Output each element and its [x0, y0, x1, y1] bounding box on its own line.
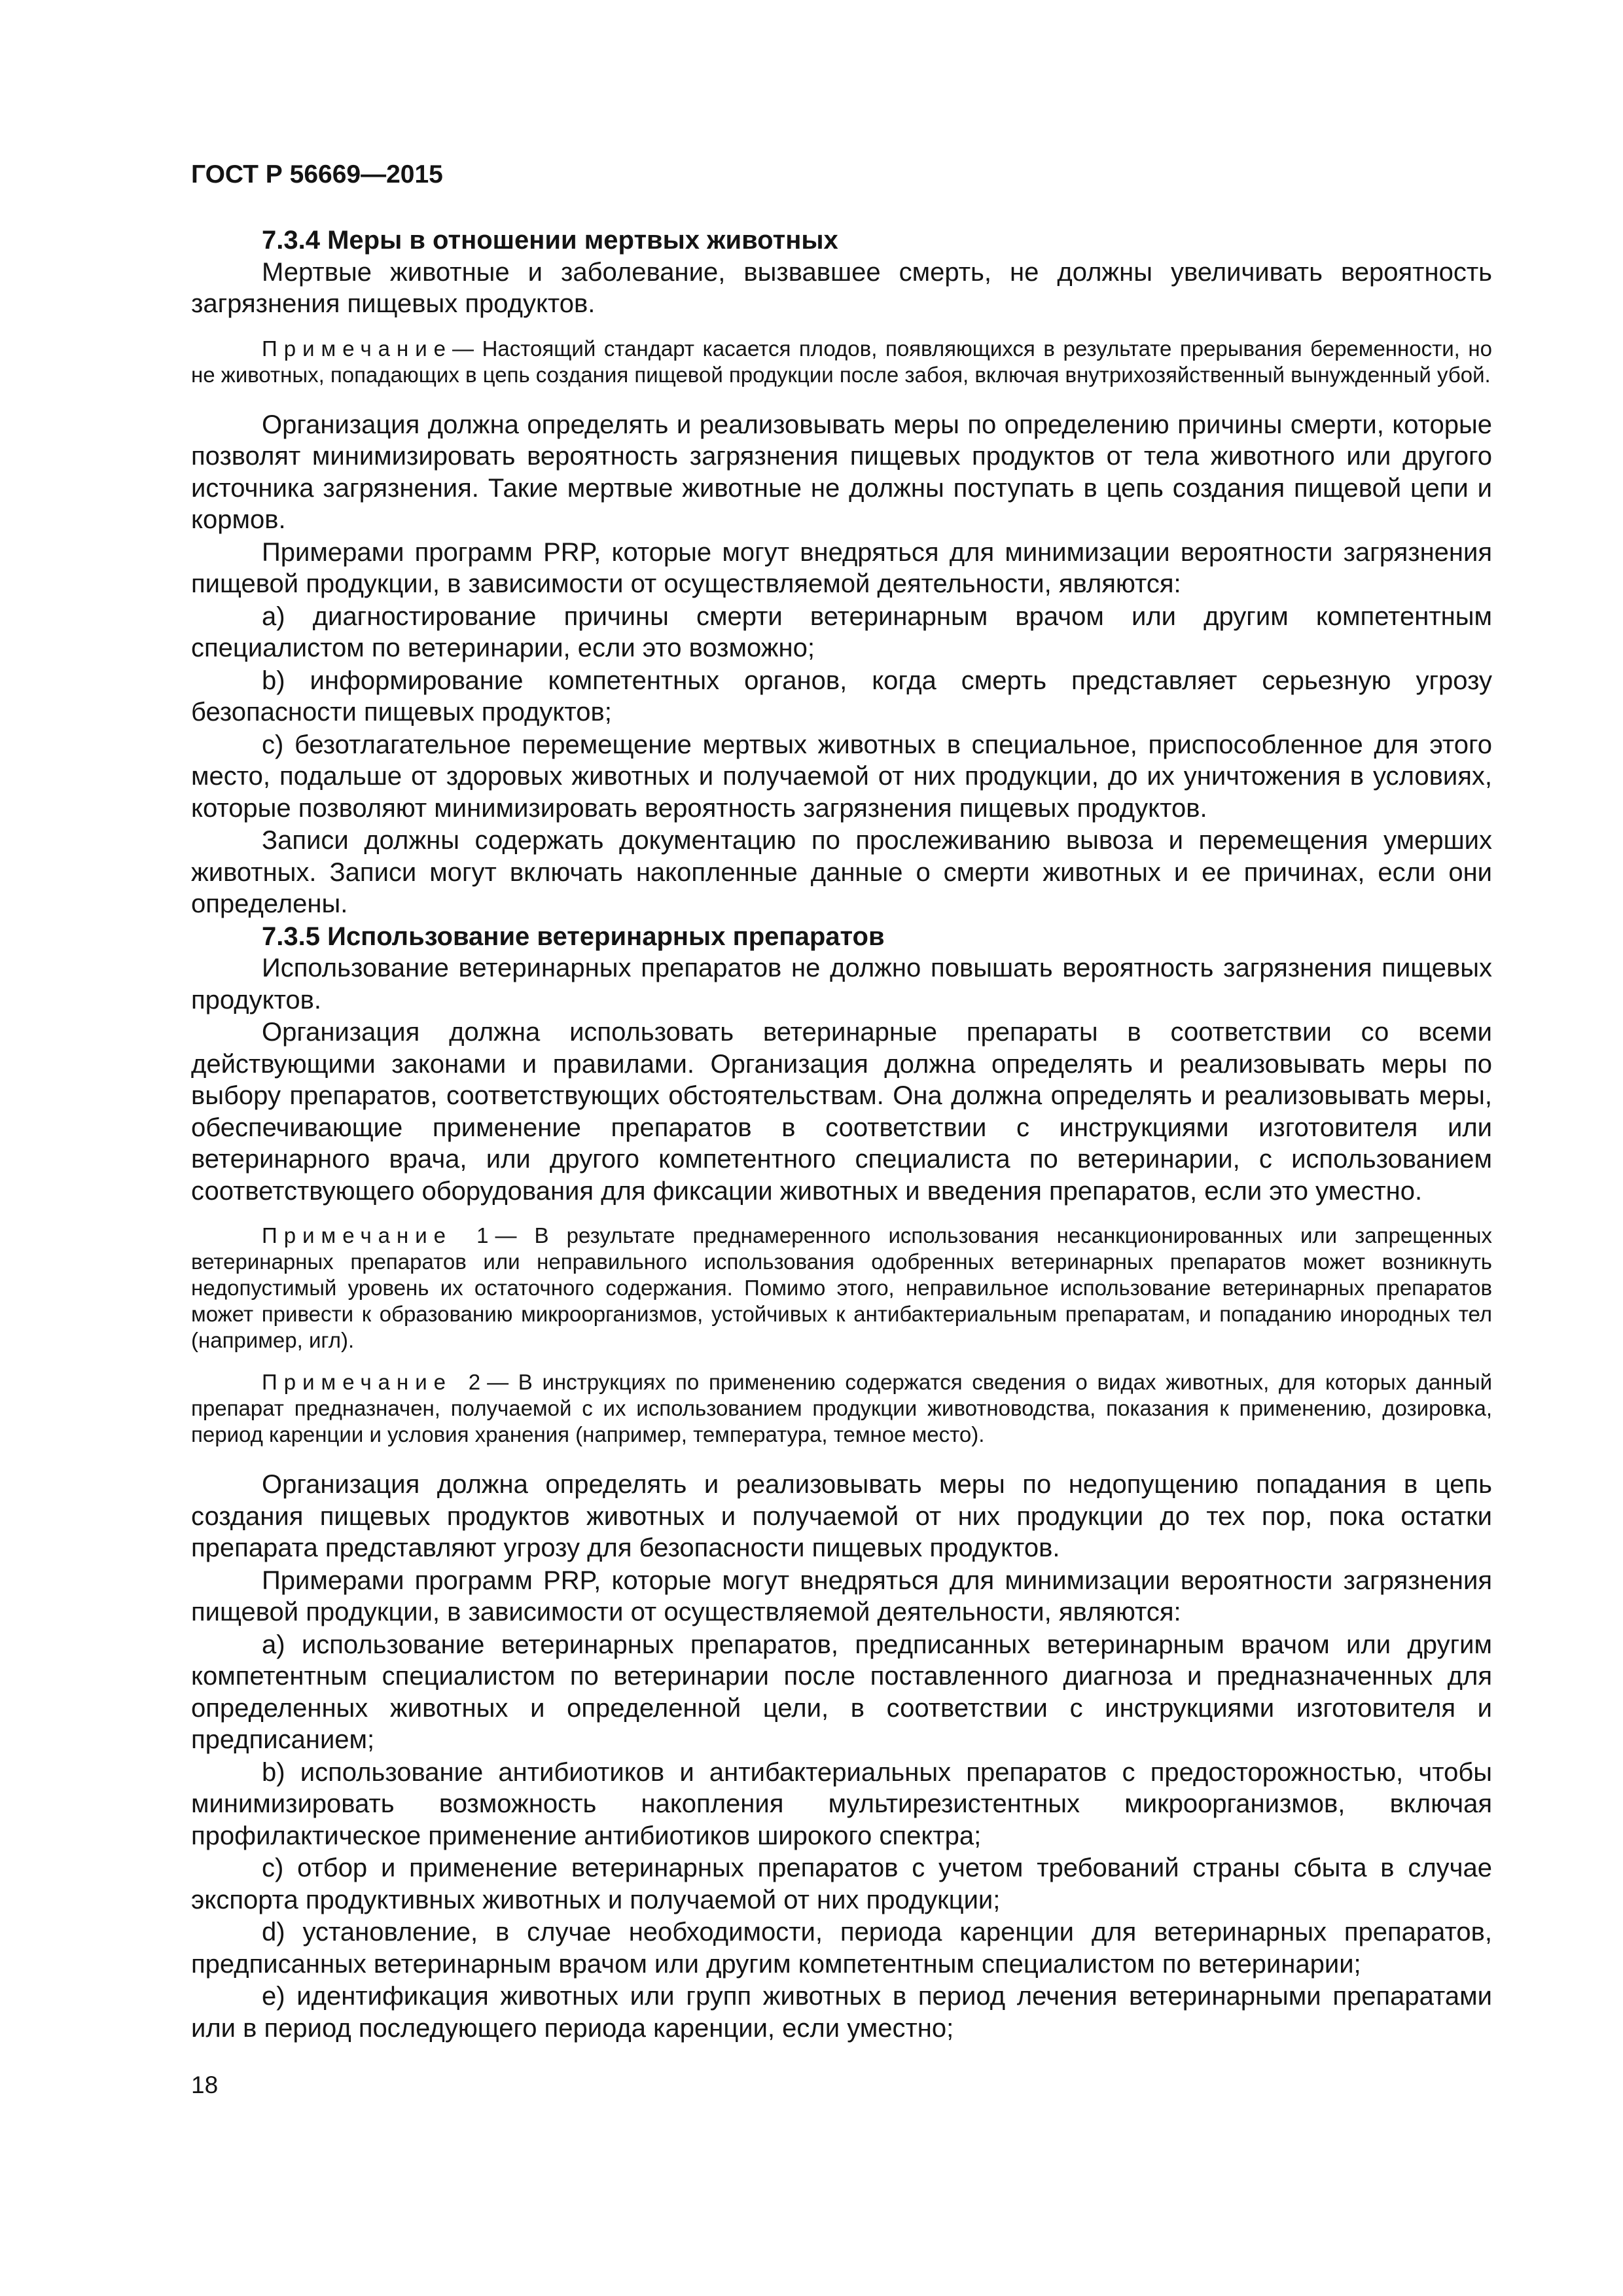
list-item: c) отбор и применение ветеринарных препаратов с учетом требований страны сбыта в случае экспорта продуктивных животных и получаемой от них продукции; [191, 1854, 1492, 1914]
section-heading-7-3-5: 7.3.5 Использование ветеринарных препаратов [262, 922, 885, 951]
document-body [191, 224, 1492, 2045]
note-label: Примечание [262, 336, 453, 361]
list-item: b) использование антибиотиков и антибактериальных препаратов с предосторожностью, чтобы минимизировать возможность накопления мультирезистентных микроорганизмов, включая профилактическое применение антибиотиков широкого спектра; [191, 1757, 1492, 1850]
list-item: b) информирование компетентных органов, когда смерть представляет серьезную угрозу безопасности пищевых продуктов; [191, 666, 1492, 726]
note [191, 1369, 1492, 1448]
note [191, 336, 1492, 388]
note-text: — В инструкциях по применению содержатся сведения о видах животных, для которых данный препарат предназначен, получаемой с их использованием продукции животноводства, показания к применению, дозировка, период каренции и условия хранения (например, температура, темное место). [191, 1370, 1492, 1446]
paragraph: Примерами программ PRP, которые могут внедряться для минимизации вероятности загрязнения пищевой продукции, в зависимости от осуществляемой деятельности, являются: [191, 537, 1492, 598]
list-item: c) безотлагательное перемещение мертвых животных в специальное, приспособленное для этого место, подальше от здоровых животных и получаемой от них продукции, до их уничтожения в условиях, которые позволяют минимизировать вероятность загрязнения пищевых продуктов. [191, 730, 1492, 823]
paragraph: Организация должна определять и реализовывать меры по недопущению попадания в цепь создания пищевых продуктов животных и получаемой от них продукции до тех пор, пока остатки препарата представляют угрозу для безопасности пищевых продуктов. [191, 1470, 1492, 1562]
paragraph: Организация должна использовать ветеринарные препараты в соответствии со всеми действующими законами и правилами. Организация должна определять и реализовывать меры по выбору препаратов, соответствующих обстоятельствам. Она должна определять и реализовывать меры, обеспечивающие применение препаратов в соответствии с инструкциями изготовителя или ветеринарного врача, или другого компетентного специалиста по ветеринарии, с использованием соответствующего оборудования для фиксации животных и введения препаратов, если это уместно. [191, 1018, 1492, 1206]
paragraph: Мертвые животные и заболевание, вызвавшее смерть, не должны увеличивать вероятность загрязнения пищевых продуктов. [191, 257, 1492, 318]
note [191, 1223, 1492, 1354]
note-text: — Настоящий стандарт касается плодов, появляющихся в результате прерывания беременности, но не животных, попадающих в цепь создания пищевой продукции после забоя, включая внутрихозяйственный вынужденный убой. [191, 336, 1492, 387]
page-number: 18 [191, 2072, 219, 2098]
paragraph: Примерами программ PRP, которые могут внедряться для минимизации вероятности загрязнения пищевой продукции, в зависимости от осуществляемой деятельности, являются: [191, 1566, 1492, 1626]
note-label: Примечание 1 [262, 1223, 495, 1247]
document-header: ГОСТ Р 56669—2015 [191, 160, 443, 188]
list-item: а) использование ветеринарных препаратов, предписанных ветеринарным врачом или другим компетентным специалистом по ветеринарии после поставленного диагноза и предназначенных для определенных животных и определенной цели, в соответствии с инструкциями изготовителя и предписанием; [191, 1630, 1492, 1754]
paragraph: Записи должны содержать документацию по прослеживанию вывоза и перемещения умерших животных. Записи могут включать накопленные данные о смерти животных и ее причинах, если они определены. [191, 826, 1492, 918]
note-label: Примечание 2 [262, 1370, 488, 1394]
list-item: а) диагностирование причины смерти ветеринарным врачом или другим компетентным специалистом по ветеринарии, если это возможно; [191, 601, 1492, 662]
note-text: — В результате преднамеренного использования несанкционированных или запрещенных ветеринарных препаратов или неправильного использования одобренных ветеринарных препаратов может возникнуть недопустимый уровень их остаточного содержания. Помимо этого, неправильное использование ветеринарных препаратов может привести к образованию микроорганизмов, устойчивых к антибактериальным препаратам, и попаданию инородных тел (например, игл). [191, 1223, 1493, 1352]
section-heading-7-3-4: 7.3.4 Меры в отношении мертвых животных [262, 226, 838, 255]
list-item: e) идентификация животных или групп животных в период лечения ветеринарными препаратами или в период последующего периода каренции, если уместно; [191, 1982, 1492, 2043]
paragraph: Использование ветеринарных препаратов не должно повышать вероятность загрязнения пищевых продуктов. [191, 954, 1492, 1014]
paragraph: Организация должна определять и реализовывать меры по определению причины смерти, которые позволят минимизировать вероятность загрязнения пищевых продуктов от тела животного или другого источника загрязнения. Такие мертвые животные не должны поступать в цепь создания пищевой цепи и кормов. [191, 410, 1492, 534]
list-item: d) установление, в случае необходимости, периода каренции для ветеринарных препаратов, предписанных ветеринарным врачом или другим компетентным специалистом по ветеринарии; [191, 1918, 1492, 1979]
